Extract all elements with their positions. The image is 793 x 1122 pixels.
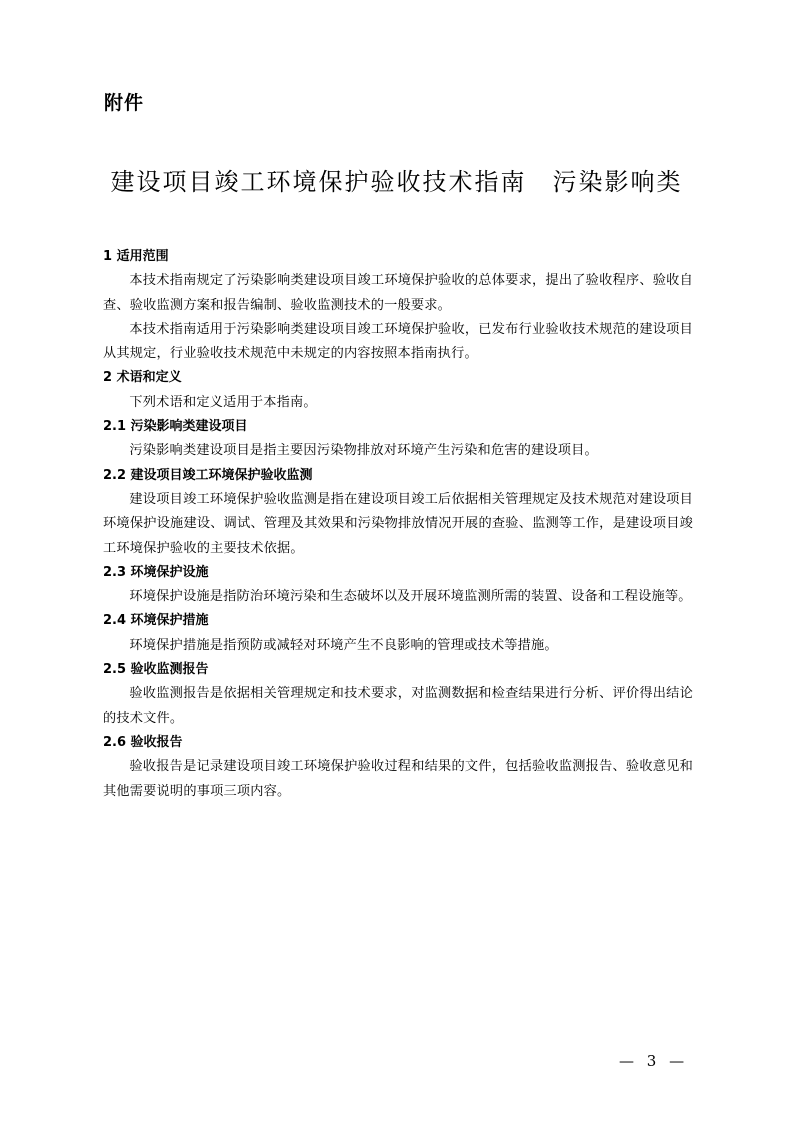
paragraph: 本技术指南适用于污染影响类建设项目竣工环境保护验收，已发布行业验收技术规范的建设项目从其规定，行业验收技术规范中未规定的内容按照本指南执行。 bbox=[103, 321, 693, 362]
paragraph: 环境保护设施是指防治环境污染和生态破坏以及开展环境监测所需的装置、设备和工程设施等。 bbox=[129, 589, 692, 605]
document-title-main: 建设项目竣工环境保护验收技术指南 bbox=[110, 168, 527, 196]
section-heading: 2.3 环境保护设施 bbox=[103, 564, 209, 580]
paragraph: 验收监测报告是依据相关管理规定和技术要求，对监测数据和检查结果进行分析、评价得出结论的技术文件。 bbox=[103, 686, 693, 726]
document-title-sub: 污染影响类 bbox=[552, 168, 683, 196]
paragraph: 环境保护措施是指预防或减轻对环境产生不良影响的管理或技术等措施。 bbox=[129, 637, 558, 653]
page-number: — 3 — bbox=[619, 1052, 689, 1070]
paragraph: 污染影响类建设项目是指主要因污染物排放对环境产生污染和危害的建设项目。 bbox=[129, 443, 598, 459]
document-title bbox=[0, 162, 793, 197]
section-heading: 2.6 验收报告 bbox=[103, 734, 183, 750]
section-heading: 1 适用范围 bbox=[103, 249, 169, 264]
paragraph: 验收报告是记录建设项目竣工环境保护验收过程和结果的文件，包括验收监测报告、验收意见和其他需要说明的事项三项内容。 bbox=[103, 759, 693, 799]
paragraph: 建设项目竣工环境保护验收监测是指在建设项目竣工后依据相关管理规定及技术规范对建设项目环境保护设施建设、调试、管理及其效果和污染物排放情况开展的查验、监测等工作，是建设项目竣工环境保护验收的主要技术依据。 bbox=[103, 491, 693, 556]
attachment-label: 附件 bbox=[104, 92, 145, 114]
section-heading: 2.2 建设项目竣工环境保护验收监测 bbox=[103, 467, 313, 483]
document-body bbox=[103, 245, 693, 804]
section-heading: 2.4 环境保护措施 bbox=[103, 613, 209, 629]
section-heading: 2.1 污染影响类建设项目 bbox=[103, 419, 248, 435]
section-heading: 2 术语和定义 bbox=[103, 370, 182, 386]
paragraph: 下列术语和定义适用于本指南。 bbox=[129, 394, 317, 410]
paragraph: 本技术指南规定了污染影响类建设项目竣工环境保护验收的总体要求，提出了验收程序、验收自查、验收监测方案和报告编制、验收监测技术的一般要求。 bbox=[103, 273, 693, 313]
section-heading: 2.5 验收监测报告 bbox=[103, 662, 209, 678]
